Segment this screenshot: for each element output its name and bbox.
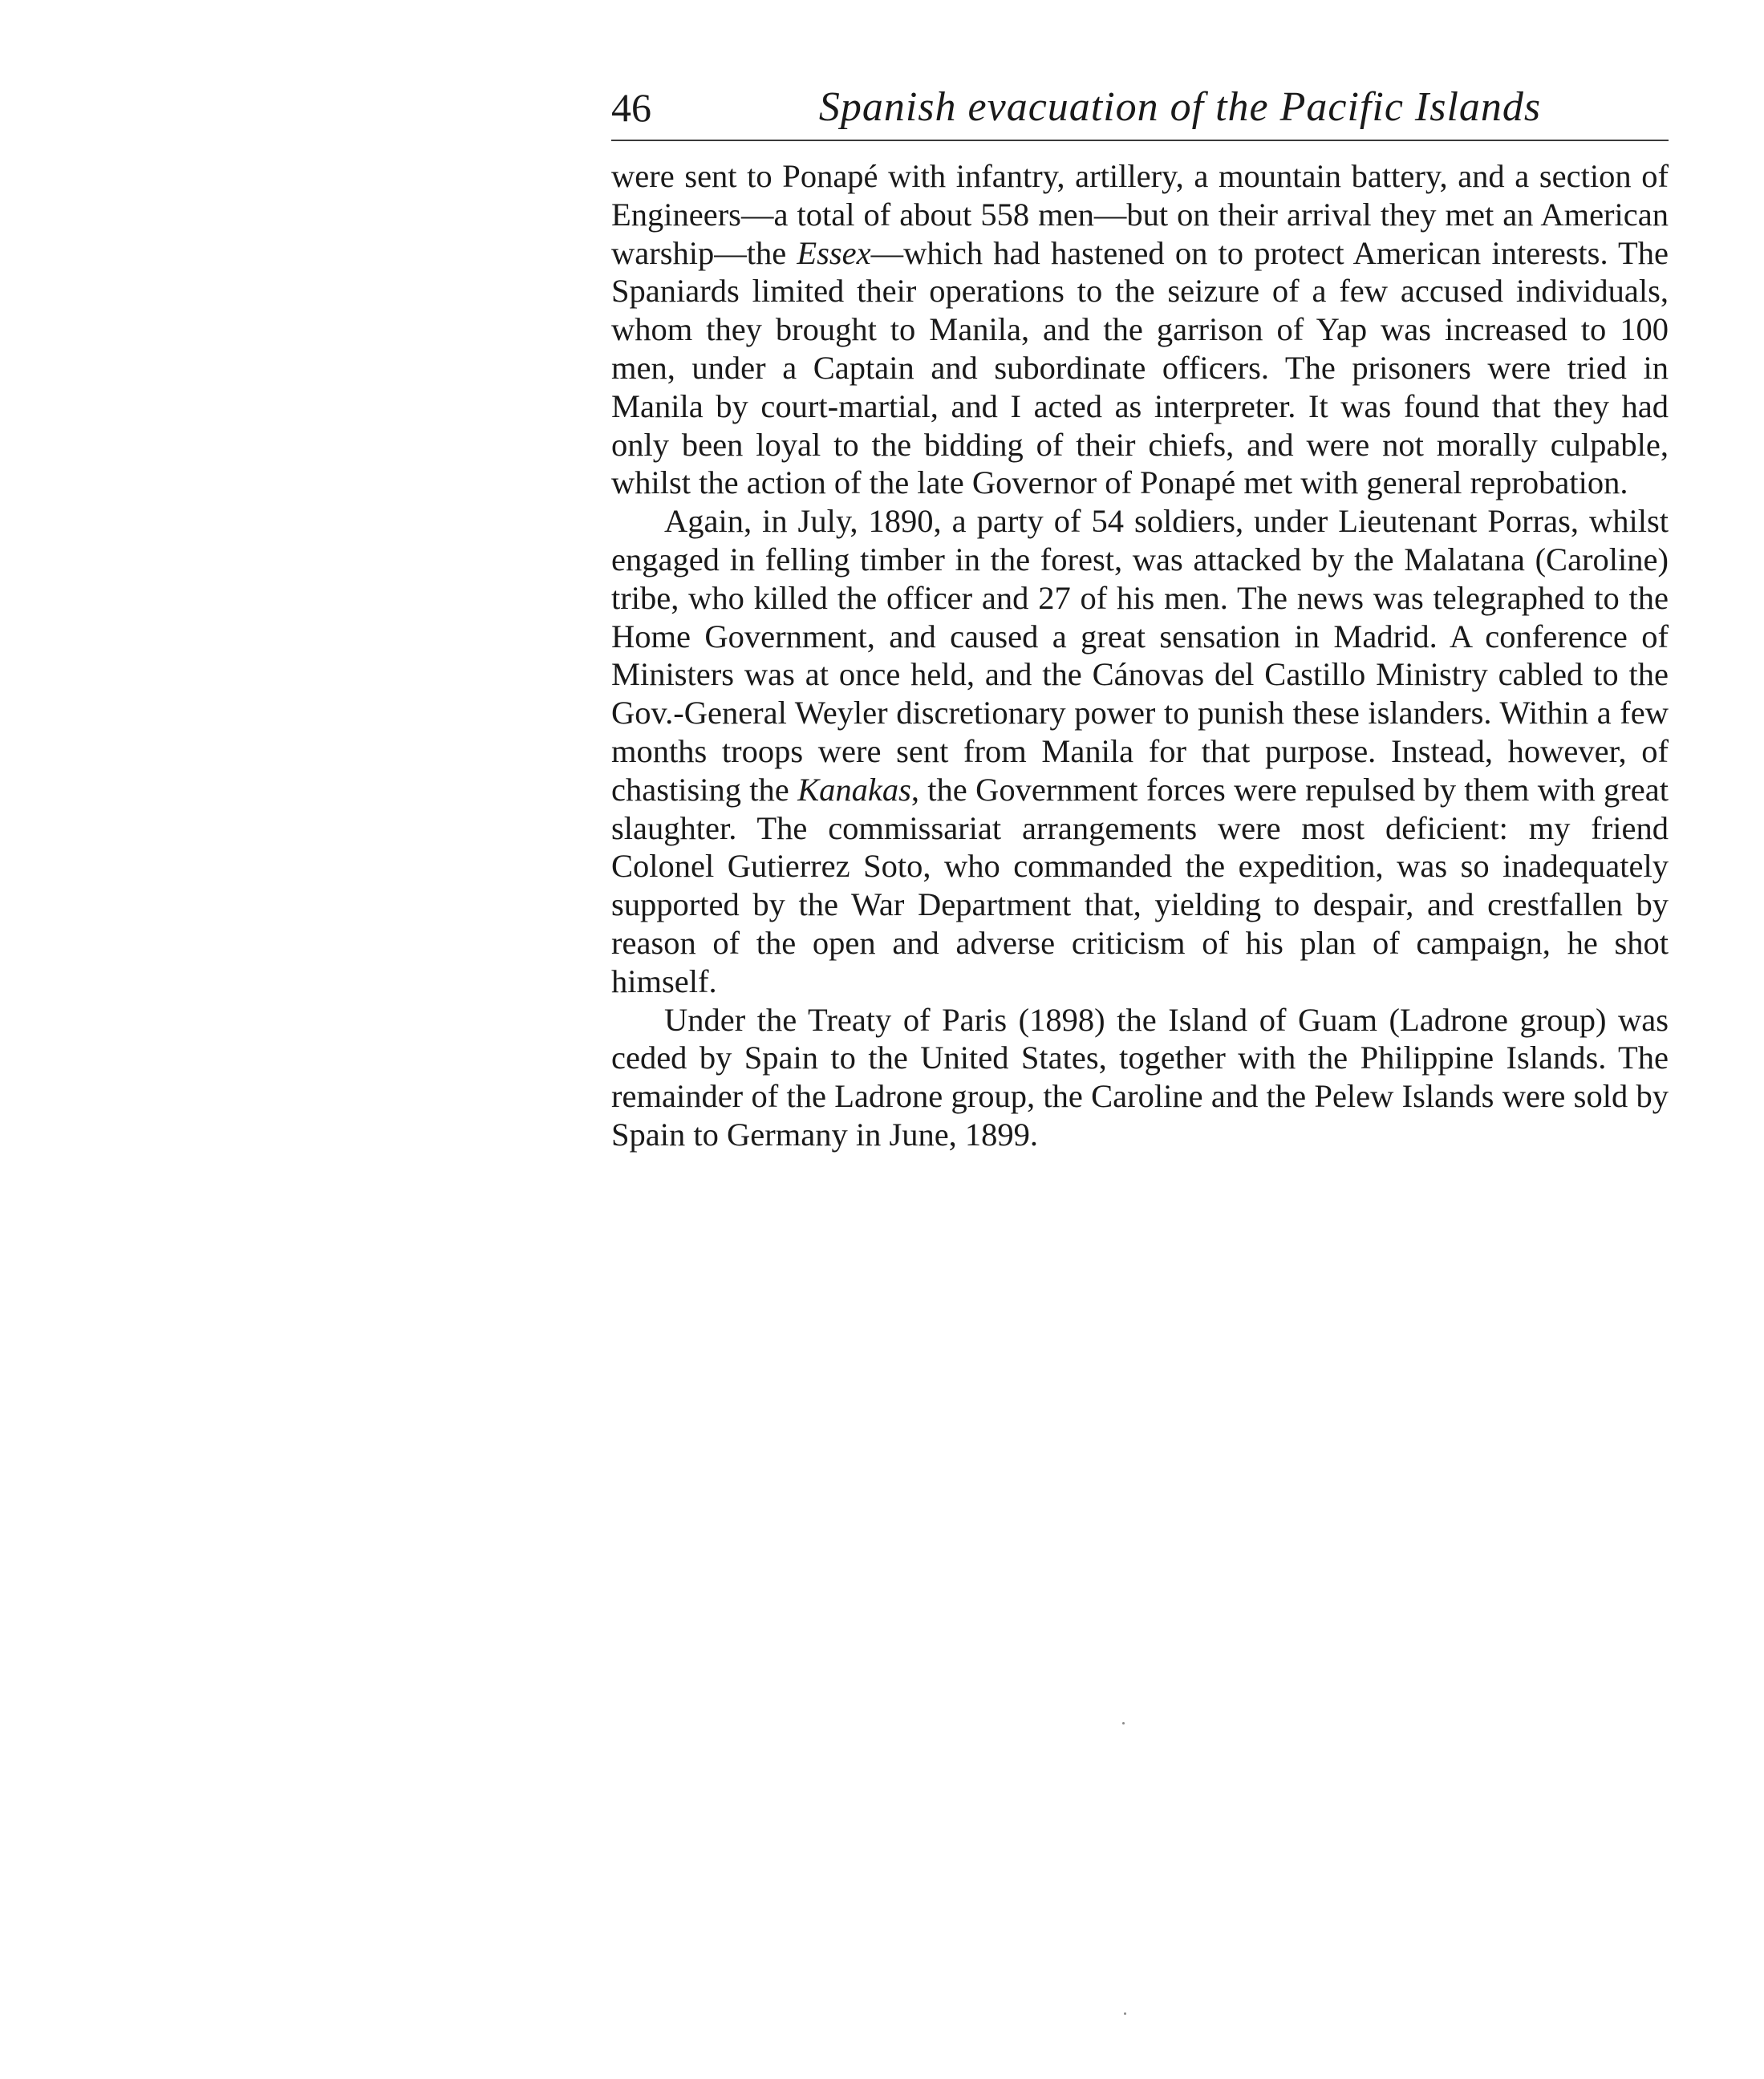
header-rule xyxy=(611,140,1669,141)
page-header xyxy=(611,79,1669,136)
text-run: were sent to Ponapé with infantry, artillery, a mountain battery, and a section of Engineers—a total of about 558 men—but on their arrival they met an American warship—the xyxy=(611,158,1669,271)
paragraph xyxy=(611,1001,1669,1154)
text-run: , the Government forces were repulsed by them with great slaughter. The commissariat arrangements were most deficient: my friend Colonel Gutierrez Soto, who commanded the expedition, was so inadequately supported by the War Department that, yielding to despair, and crestfallen by reason of the open and adverse criticism of his plan of campaign, he shot himself. xyxy=(611,771,1669,999)
paragraph xyxy=(611,502,1669,1000)
body-text xyxy=(611,157,1669,1154)
italic-term: Essex xyxy=(797,234,871,271)
text-run: —which had hastened on to protect American interests. The Spaniards limited their operations to the seizure of a few accused individuals, whom they brought to Manila, and the garrison of Yap was increased to 100 men, under a Captain and subordinate officers. The prisoners were tried in Manila by court-martial, and I acted as interpreter. It was found that they had only been loyal to the bidding of their chiefs, and were not morally culpable, whilst the action of the late Governor of Ponapé met with general reprobation. xyxy=(611,234,1669,501)
text-run: Again, in July, 1890, a party of 54 soldiers, under Lieutenant Porras, whilst engaged in felling timber in the forest, was attacked by the Malatana (Caroline) tribe, who killed the officer and 27 of his men. The news was telegraphed to the Home Government, and caused a great sensation in Madrid. A conference of Ministers was at once held, and the Cánovas del Castillo Ministry cabled to the Gov.-General Weyler discretionary power to punish these islanders. Within a few months troops were sent from Manila for that purpose. Instead, however, of chastising the xyxy=(611,503,1669,808)
paragraph xyxy=(611,157,1669,502)
scan-speck xyxy=(1124,2012,1126,2015)
text-run: Under the Treaty of Paris (1898) the Island of Guam (Ladrone group) was ceded by Spain to the United States, together with the Philippine Islands. The remainder of the Ladrone group, the Caroline and the Pelew Islands were sold by Spain to Germany in June, 1899. xyxy=(611,1001,1669,1153)
page-number: 46 xyxy=(611,85,651,130)
running-title: Spanish evacuation of the Pacific Islands xyxy=(818,84,1542,130)
scan-speck xyxy=(1122,1722,1125,1724)
italic-term: Kanakas xyxy=(797,771,911,808)
